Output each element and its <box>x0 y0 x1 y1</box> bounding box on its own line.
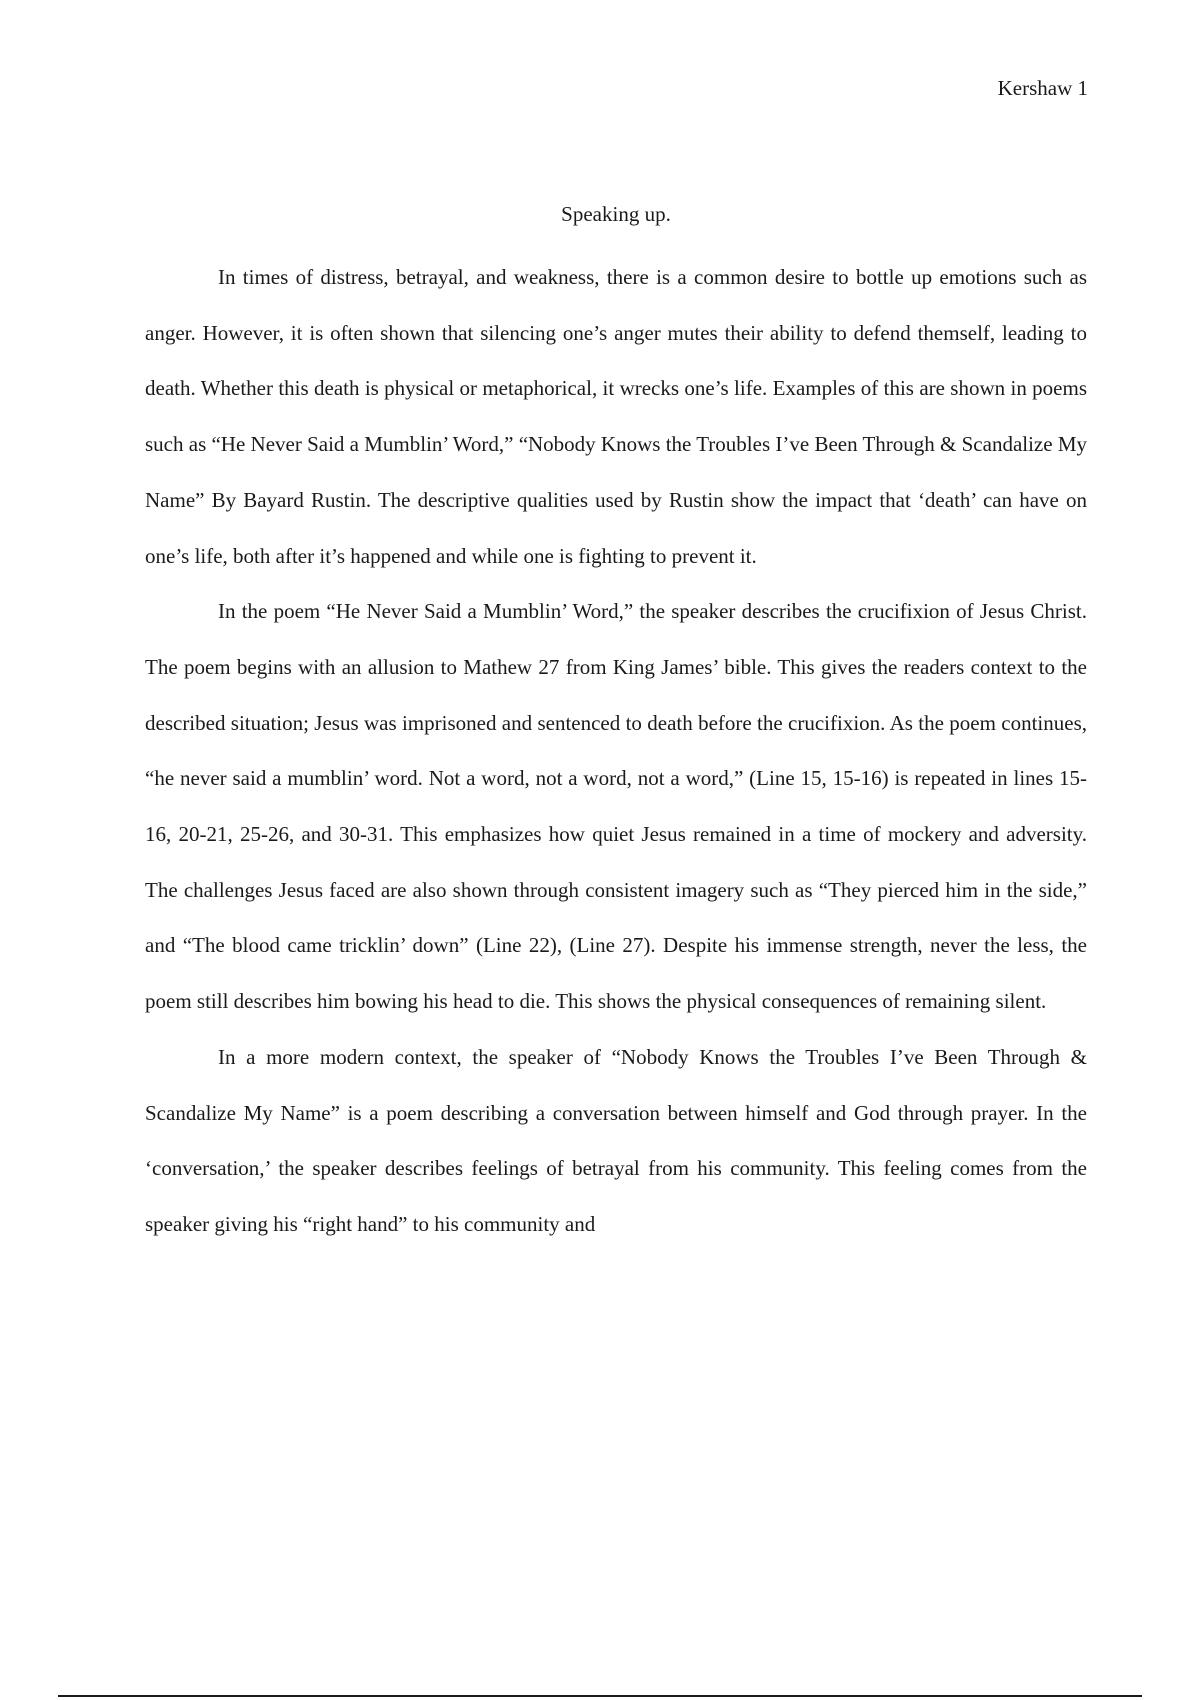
paragraph-2: In the poem “He Never Said a Mumblin’ Word,” the speaker describes the crucifixion of Jesus Christ. The poem begins with an allusion to Mathew 27 from King James’ bible. This gives the readers context to the described situation; Jesus was imprisoned and sentenced to death before the crucifixion. As the poem continues, “he never said a mumblin’ word. Not a word, not a word, not a word,” (Line 15, 15-16) is repeated in lines 15-16, 20-21, 25-26, and 30-31. This emphasizes how quiet Jesus remained in a time of mockery and adversity. The challenges Jesus faced are also shown through consistent imagery such as “They pierced him in the side,” and “The blood came tricklin’ down” (Line 22), (Line 27). Despite his immense strength, never the less, the poem still describes him bowing his head to die. This shows the physical consequences of remaining silent. <box>145 599 1087 1014</box>
document-title: Speaking up. <box>561 202 671 226</box>
document-body <box>145 250 1087 1253</box>
paragraph-3: In a more modern context, the speaker of “Nobody Knows the Troubles I’ve Been Through & Scandalize My Name” is a poem describing a conversation between himself and God through prayer. In the ‘conversation,’ the speaker describes feelings of betrayal from his community. This feeling comes from the speaker giving his “right hand” to his community and <box>145 1044 1087 1236</box>
paragraph-1: In times of distress, betrayal, and weakness, there is a common desire to bottle up emotions such as anger. However, it is often shown that silencing one’s anger mutes their ability to defend themself, leading to death. Whether this death is physical or metaphorical, it wrecks one’s life. Examples of this are shown in poems such as “He Never Said a Mumblin’ Word,” “Nobody Knows the Troubles I’ve Been Through & Scandalize My Name” By Bayard Rustin. The descriptive qualities used by Rustin show the impact that ‘death’ can have on one’s life, both after it’s happened and while one is fighting to prevent it. <box>145 265 1087 568</box>
page-bottom-rule <box>58 1695 1142 1697</box>
running-header: Kershaw 1 <box>997 76 1088 100</box>
